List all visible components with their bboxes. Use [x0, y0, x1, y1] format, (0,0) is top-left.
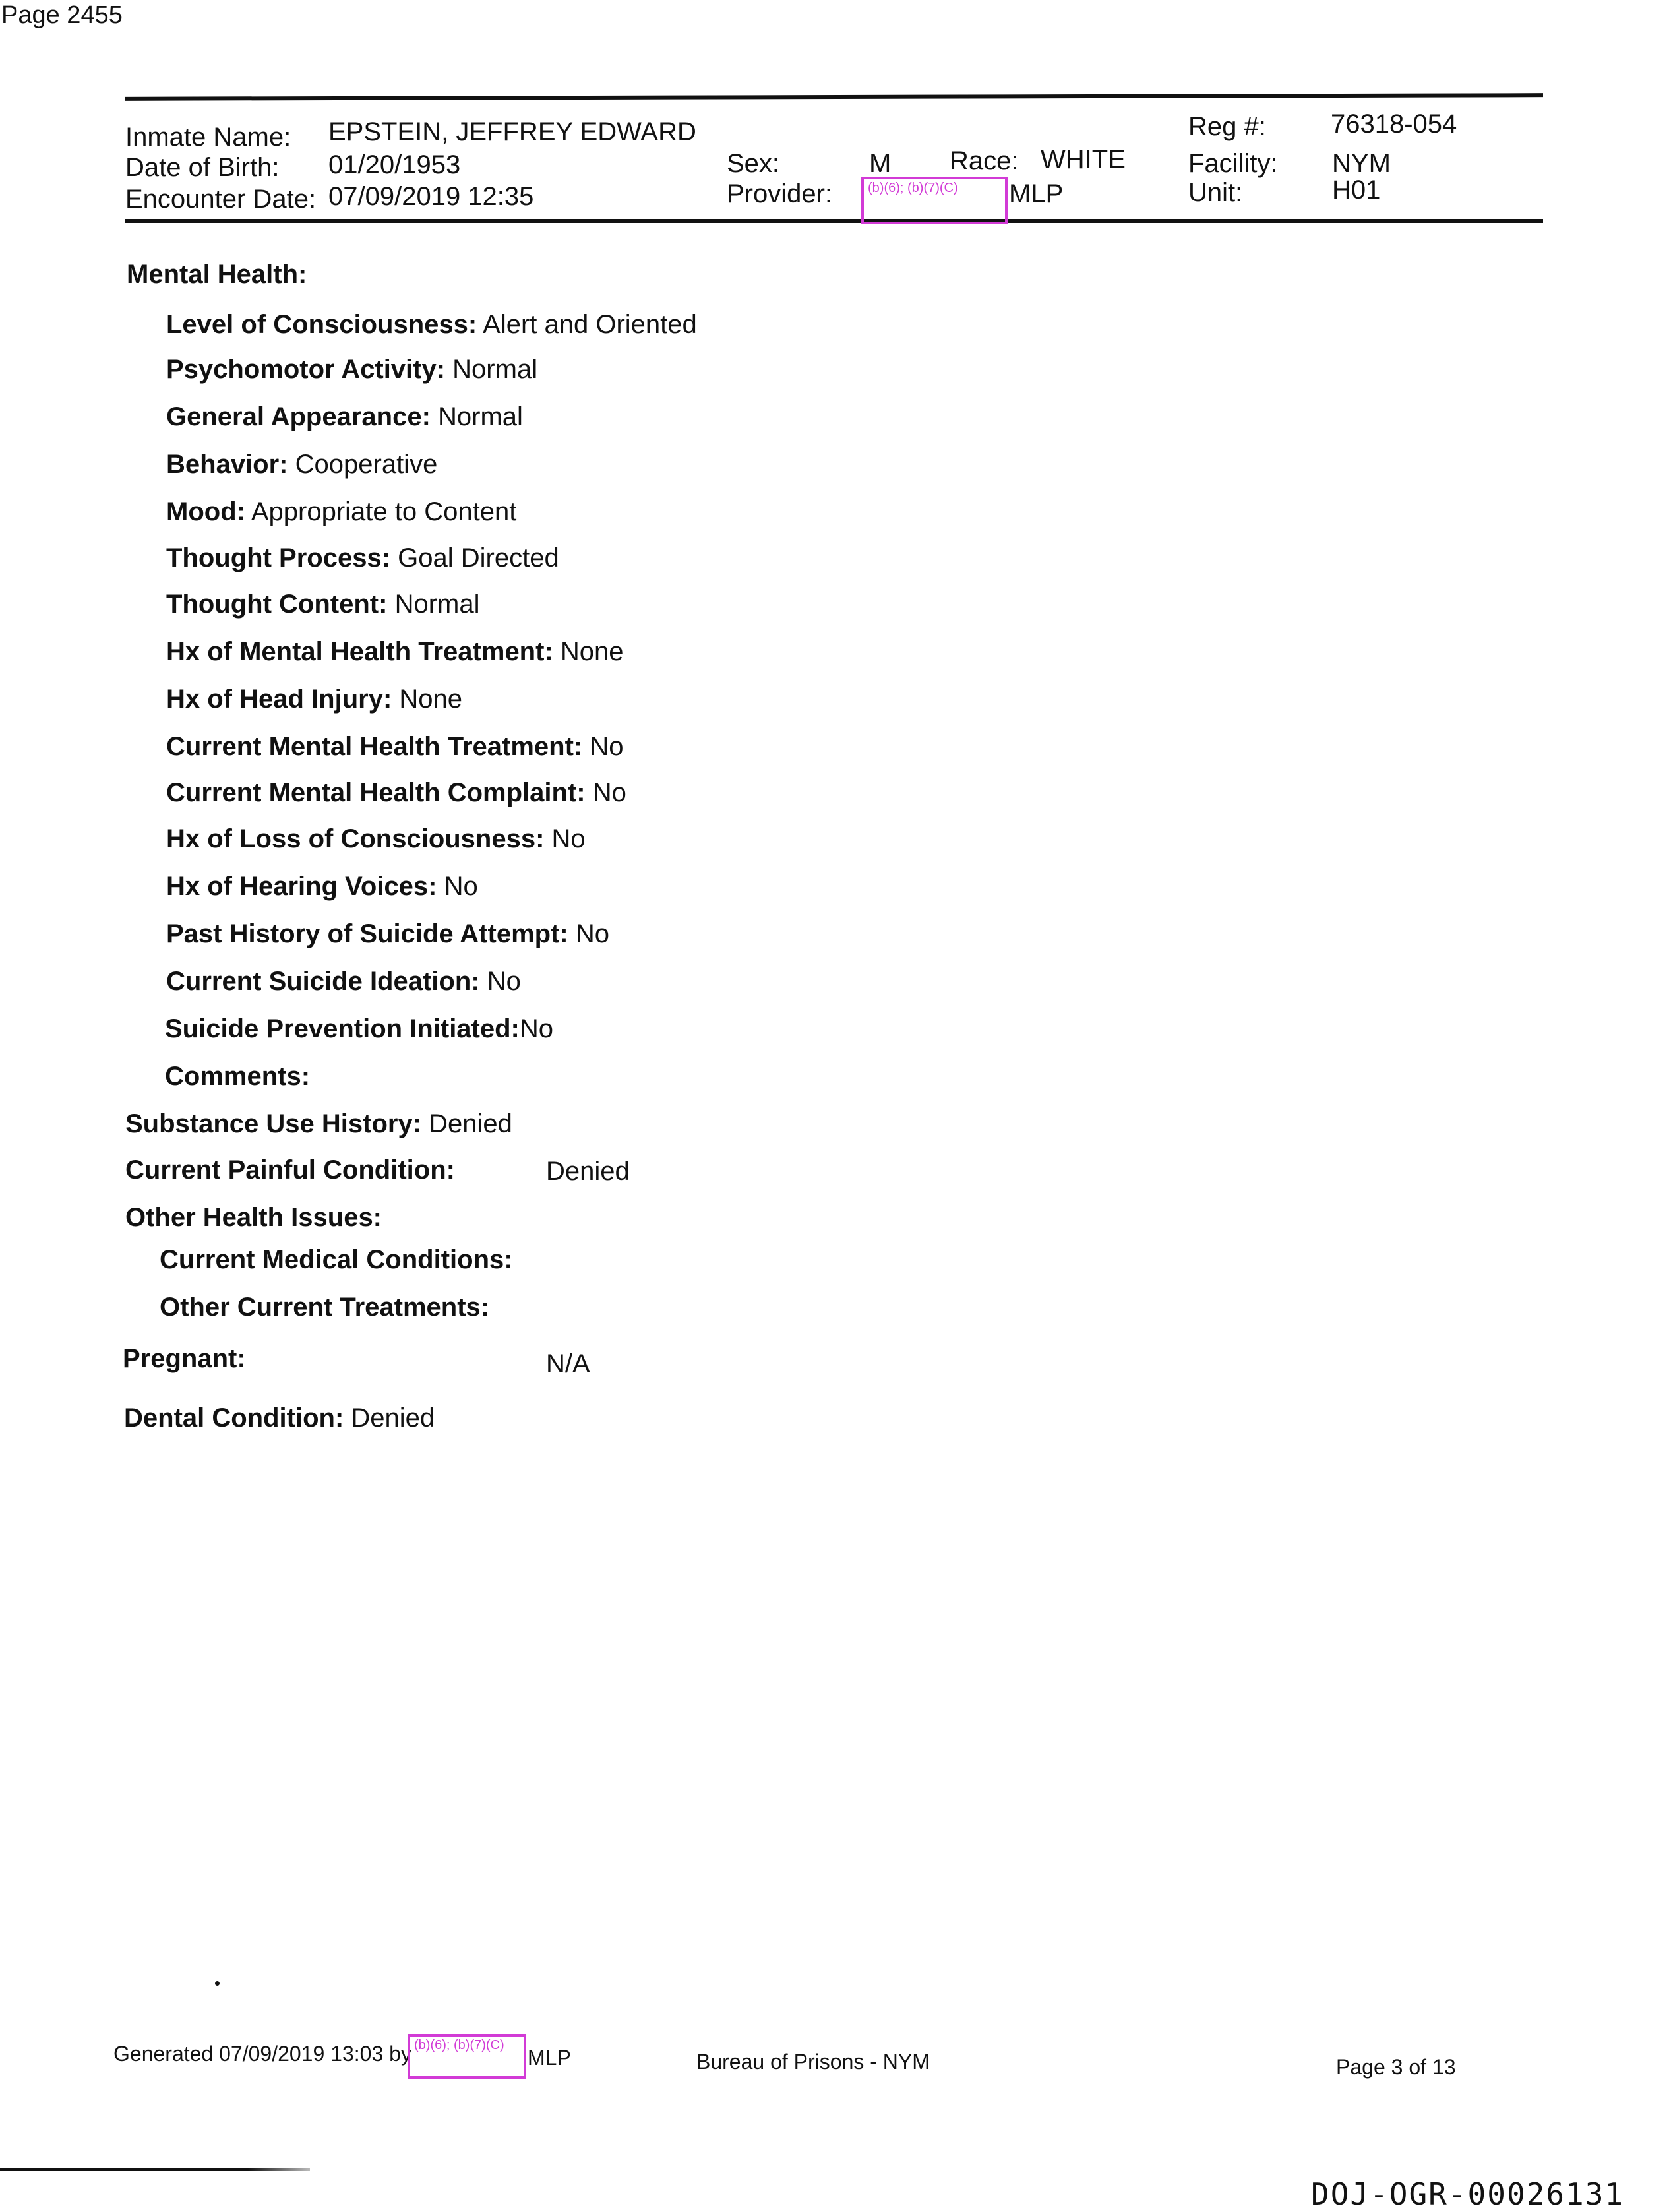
- header-top-rule: [125, 93, 1543, 101]
- footer-generated-suffix: MLP: [528, 2046, 571, 2070]
- field-current-mental-health-treatment: Current Mental Health Treatment: No: [166, 732, 624, 761]
- field-other-current-treatments: Other Current Treatments:: [160, 1293, 490, 1322]
- field-hx-loss-of-consciousness: Hx of Loss of Consciousness: No: [166, 824, 586, 853]
- field-past-suicide-attempt: Past History of Suicide Attempt: No: [166, 919, 609, 948]
- sex-value: M: [869, 149, 892, 178]
- reg-label: Reg #:: [1188, 112, 1266, 141]
- page-number-label: Page 2455: [1, 1, 123, 29]
- field-general-appearance: General Appearance: Normal: [166, 402, 523, 431]
- field-pregnant-value: N/A: [546, 1349, 590, 1378]
- footer-redaction-box: (b)(6); (b)(7)(C): [408, 2034, 526, 2079]
- inmate-name-label: Inmate Name:: [125, 123, 291, 152]
- field-current-mental-health-complaint: Current Mental Health Complaint: No: [166, 778, 626, 807]
- field-dental-condition: Dental Condition: Denied: [124, 1403, 435, 1432]
- field-current-painful-condition-label: Current Painful Condition:: [125, 1155, 455, 1184]
- unit-value: H01: [1332, 175, 1381, 204]
- field-suicide-prevention-initiated: Suicide Prevention Initiated:No: [165, 1014, 554, 1043]
- field-substance-use-history: Substance Use History: Denied: [125, 1109, 512, 1138]
- encounter-date-value: 07/09/2019 12:35: [328, 182, 534, 211]
- footer-generated-prefix: Generated 07/09/2019 13:03 by: [113, 2042, 411, 2066]
- provider-label: Provider:: [727, 179, 833, 208]
- race-label: Race:: [950, 146, 1019, 175]
- footer-rule: [0, 2168, 310, 2171]
- footer-center-text: Bureau of Prisons - NYM: [696, 2050, 930, 2074]
- field-psychomotor-activity: Psychomotor Activity: Normal: [166, 355, 538, 384]
- inmate-name-value: EPSTEIN, JEFFREY EDWARD: [328, 117, 696, 146]
- sex-label: Sex:: [727, 149, 780, 178]
- field-hx-hearing-voices: Hx of Hearing Voices: No: [166, 872, 478, 901]
- field-thought-process: Thought Process: Goal Directed: [166, 543, 559, 572]
- reg-value: 76318-054: [1331, 109, 1457, 138]
- field-thought-content: Thought Content: Normal: [166, 590, 480, 619]
- field-level-of-consciousness: Level of Consciousness: Alert and Oriented: [166, 310, 697, 339]
- bates-number: DOJ-OGR-00026131: [1311, 2176, 1625, 2212]
- field-hx-head-injury: Hx of Head Injury: None: [166, 685, 463, 714]
- field-current-suicide-ideation: Current Suicide Ideation: No: [166, 967, 521, 996]
- encounter-date-label: Encounter Date:: [125, 185, 317, 214]
- field-other-health-issues: Other Health Issues:: [125, 1203, 382, 1232]
- provider-redaction-box: (b)(6); (b)(7)(C): [861, 177, 1008, 224]
- stray-dot: [215, 1981, 220, 1986]
- field-comments: Comments:: [165, 1062, 311, 1091]
- provider-suffix: MLP: [1009, 179, 1064, 208]
- field-behavior: Behavior: Cooperative: [166, 450, 438, 479]
- unit-label: Unit:: [1188, 178, 1243, 207]
- facility-value: NYM: [1332, 149, 1391, 178]
- header-bottom-rule: [125, 219, 1543, 223]
- footer-page-of: Page 3 of 13: [1336, 2055, 1456, 2079]
- field-current-medical-conditions: Current Medical Conditions:: [160, 1245, 513, 1274]
- field-mood: Mood: Appropriate to Content: [166, 497, 517, 526]
- field-hx-mental-health-treatment: Hx of Mental Health Treatment: None: [166, 637, 624, 666]
- field-current-painful-condition-value: Denied: [546, 1157, 630, 1186]
- field-pregnant-label: Pregnant:: [123, 1344, 246, 1373]
- dob-value: 01/20/1953: [328, 150, 461, 179]
- facility-label: Facility:: [1188, 149, 1278, 178]
- section-mental-health: Mental Health:: [127, 260, 307, 289]
- race-value: WHITE: [1041, 145, 1126, 174]
- dob-label: Date of Birth:: [125, 153, 280, 182]
